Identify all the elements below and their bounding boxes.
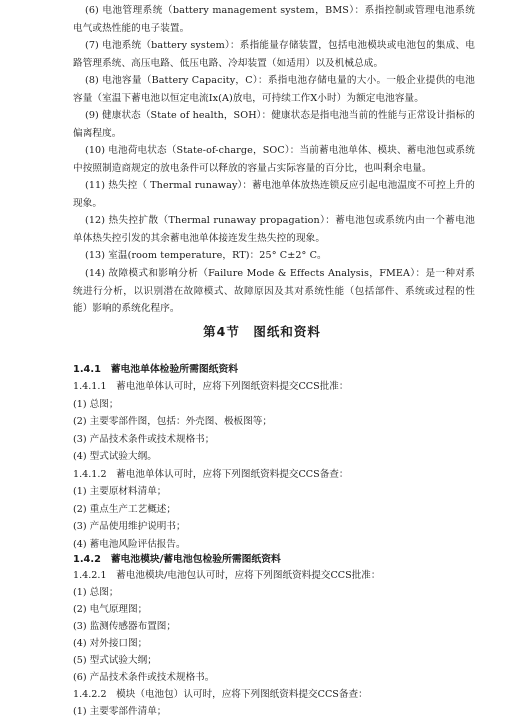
subsection-heading-1-4-2: 1.4.2 蓄电池模块/蓄电池包检验所需图纸资料 [73, 554, 281, 565]
list-item: (5) 型式试验大纲； [73, 655, 157, 666]
list-item: (2) 重点生产工艺概述； [73, 504, 176, 515]
list-item: (3) 产品使用维护说明书； [73, 521, 186, 532]
clause-1-4-2-2: 1.4.2.2 模块（电池包）认可时，应将下列图纸资料提交CCS备查： [73, 689, 368, 700]
clause-1-4-1-1: 1.4.1.1 蓄电池单体认可时，应将下列图纸资料提交CCS批准： [73, 381, 349, 392]
list-item: (1) 总图； [73, 399, 119, 410]
list-item: (4) 型式试验大纲。 [73, 451, 157, 462]
list-item: (1) 总图； [73, 587, 119, 598]
definition-13: (13) 室温(room temperature，RT)：25° C±2° C。 [85, 250, 327, 261]
definition-6: (6) 电池管理系统（battery management system，BMS）：系指控制或管理电池系统电气或热性能的电子装置。 [73, 5, 475, 34]
list-item: (1) 主要零部件清单； [73, 706, 167, 717]
clause-1-4-1-2: 1.4.1.2 蓄电池单体认可时，应将下列图纸资料提交CCS备查： [73, 469, 349, 480]
list-item: (1) 主要原材料清单； [73, 486, 167, 497]
definition-12: (12) 热失控扩散（Thermal runaway propagation）：蓄电池包或系统内由一个蓄电池单体热失控引发的其余蓄电池单体接连发生热失控的现象。 [73, 215, 475, 244]
clause-1-4-2-1: 1.4.2.1 蓄电池模块/电池包认可时，应将下列图纸资料提交CCS批准： [73, 570, 381, 581]
definition-10: (10) 电池荷电状态（State-of-charge，SOC）：当前蓄电池单体、模块、蓄电池包或系统中按照制造商规定的放电条件可以释放的容量占实际容量的百分比，也叫剩余电量。 [73, 145, 475, 174]
definition-11: (11) 热失控（ Thermal runaway）：蓄电池单体放热连锁反应引起电池温度不可控上升的现象。 [73, 180, 476, 209]
list-item: (3) 监测传感器布置图； [73, 621, 176, 632]
definition-8: (8) 电池容量（Battery Capacity，C）：系指电池存储电量的大小。一般企业提供的电池容量（室温下蓄电池以恒定电流Ix(A)放电，可持续工作X小时）为额定电池容量。 [73, 75, 475, 104]
list-item: (3) 产品技术条件或技术规格书； [73, 434, 215, 445]
definition-7: (7) 电池系统（battery system）：系指能量存储装置，包括电池模块或电池包的集成、电路管理系统、高压电路、低压电路、冷却装置（如适用）以及机械总成。 [73, 40, 475, 69]
list-item: (6) 产品技术条件或技术规格书。 [73, 672, 215, 683]
subsection-heading-1-4-1: 1.4.1 蓄电池单体检验所需图纸资料 [73, 364, 239, 375]
list-item: (4) 对外接口图； [73, 638, 148, 649]
list-item: (4) 蓄电池风险评估报告。 [73, 539, 186, 550]
section-title: 第4节 图纸和资料 [203, 324, 321, 339]
list-item: (2) 主要零部件图，包括：外壳图、极板图等； [73, 416, 272, 427]
list-item: (2) 电气原理图； [73, 604, 148, 615]
definition-9: (9) 健康状态（State of health，SOH）：健康状态是指电池当前的性能与正常设计指标的偏离程度。 [73, 110, 475, 139]
definition-14: (14) 故障模式和影响分析（Failure Mode & Effects Analysis，FMEA）：是一种对系统进行分析，以识别潜在故障模式、故障原因及其对系统性能（包括部件、系统或过程的性能）影响的系统化程序。 [73, 268, 475, 314]
